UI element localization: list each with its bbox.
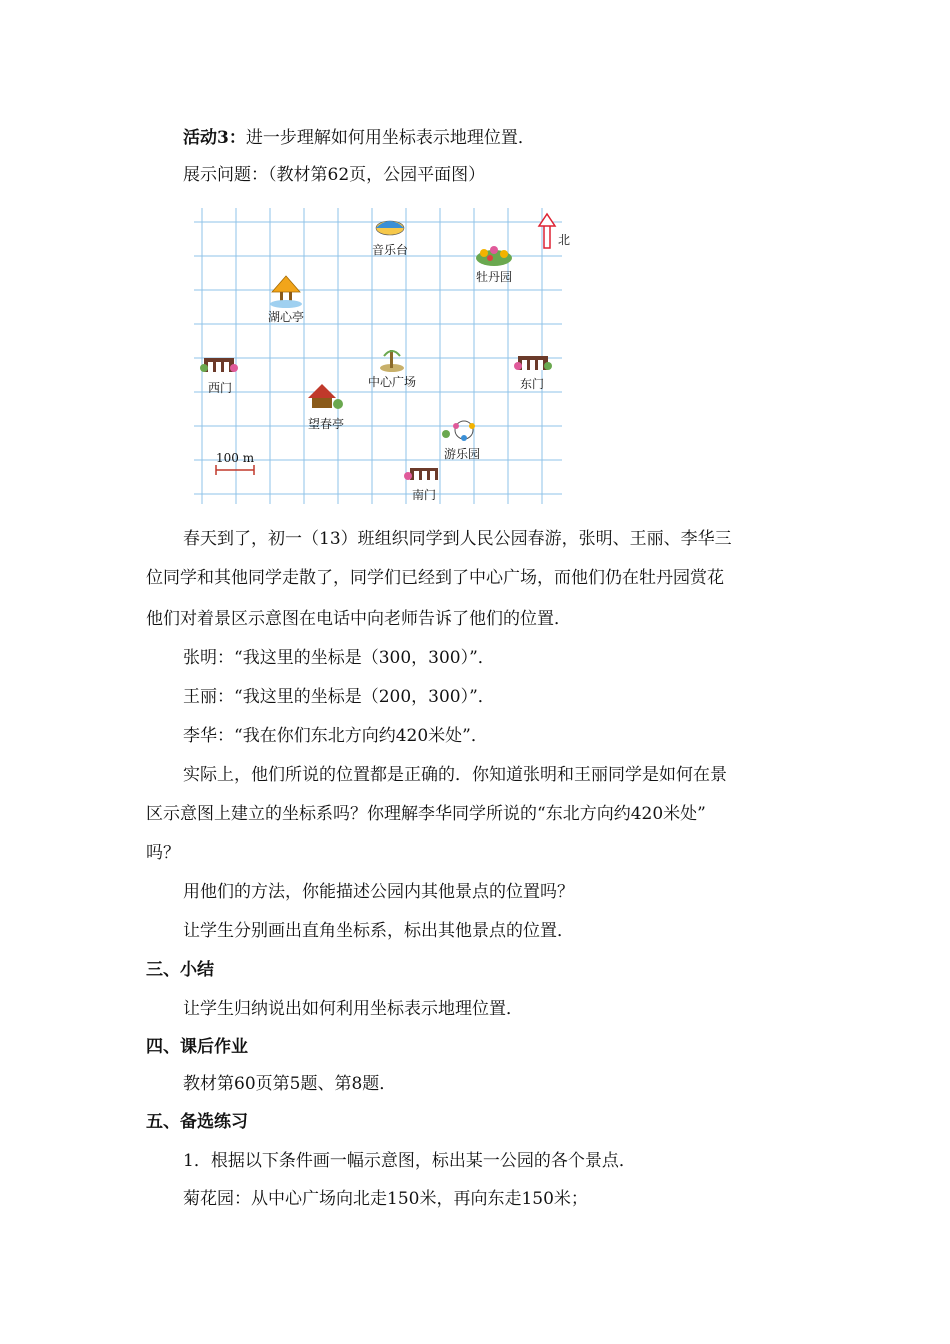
wang-line: 王丽：“我这里的坐标是（200，300）”．	[183, 687, 495, 707]
zhang-line: 张明：“我这里的坐标是（300，300）”．	[183, 648, 495, 668]
label-central-square: 中心广场	[367, 375, 417, 389]
section3-text: 让学生归纳说出如何利用坐标表示地理位置．	[183, 999, 523, 1019]
activity-label: 活动3：	[183, 128, 246, 148]
label-east-gate: 东门	[519, 377, 545, 391]
label-spring-pavilion: 望春亭	[307, 417, 345, 431]
label-south-gate: 南门	[411, 488, 437, 502]
label-west-gate: 西门	[207, 381, 233, 395]
para2-line1: 实际上，他们所说的位置都是正确的．你知道张明和王丽同学是如何在景	[183, 765, 727, 785]
east-gate-icon	[514, 356, 552, 370]
para2-line3: 吗？	[146, 843, 180, 863]
section5-title: 五、备选练习	[146, 1112, 248, 1132]
section5-item2: 菊花园：从中心广场向北走150米，再向东走150米；	[183, 1189, 588, 1209]
show-line: 展示问题：（教材第62页，公园平面图）	[183, 165, 486, 185]
question-2: 让学生分别画出直角坐标系，标出其他景点的位置．	[183, 921, 574, 941]
section5-item1: 1．根据以下条件画一幅示意图，标出某一公园的各个景点．	[183, 1151, 636, 1171]
para1-line2: 位同学和其他同学走散了，同学们已经到了中心广场，而他们仍在牡丹园赏花	[146, 568, 724, 588]
para1-line3: 他们对着景区示意图在电话中向老师告诉了他们的位置．	[146, 609, 571, 629]
scale-label: 100 m	[216, 451, 255, 465]
section4-title: 四、课后作业	[146, 1037, 248, 1057]
para1-line1: 春天到了，初一（13）班组织同学到人民公园春游，张明、王丽、李华三	[183, 529, 732, 549]
para2-line2: 区示意图上建立的坐标系吗？你理解李华同学所说的“东北方向约420米处”	[146, 804, 706, 824]
amusement-park-icon	[442, 421, 475, 441]
north-arrow-icon	[539, 214, 555, 248]
south-gate-icon	[404, 468, 438, 480]
north-label: 北	[558, 233, 571, 247]
section4-text: 教材第60页第5题、第8题．	[183, 1074, 397, 1094]
lake-pavilion-icon	[270, 276, 302, 308]
activity-line	[183, 127, 535, 149]
section3-title: 三、小结	[146, 960, 214, 980]
li-line: 李华：“我在你们东北方向约420米处”．	[183, 726, 488, 746]
scale-bar	[216, 465, 254, 475]
central-square-icon	[380, 350, 404, 372]
label-music-stage: 音乐台	[371, 243, 409, 257]
label-peony-garden: 牡丹园	[475, 270, 513, 284]
west-gate-icon	[200, 358, 238, 372]
question-1: 用他们的方法，你能描述公园内其他景点的位置吗？	[183, 882, 574, 902]
activity-text: 进一步理解如何用坐标表示地理位置．	[245, 128, 535, 148]
label-amusement-park: 游乐园	[443, 447, 481, 461]
park-map	[194, 208, 571, 504]
music-stage-icon	[376, 221, 404, 235]
peony-garden-icon	[476, 246, 512, 266]
label-lake-pavilion: 湖心亭	[267, 310, 305, 324]
